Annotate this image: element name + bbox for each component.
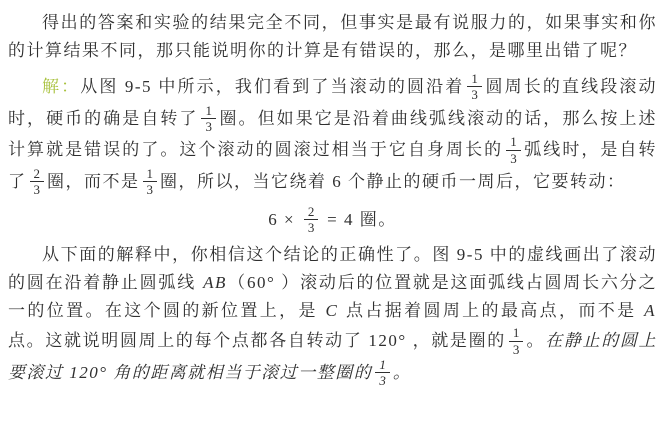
text-run: 点。这就说明圆周上的每个点都各自转动了 120° ，就是圈的 (8, 331, 506, 351)
fraction-numerator: 1 (205, 102, 212, 118)
fraction (467, 71, 482, 103)
fraction (509, 325, 524, 357)
fraction-numerator: 2 (307, 203, 315, 219)
fraction-numerator: 1 (510, 134, 517, 150)
math-variable: A (644, 301, 657, 321)
fraction-numerator: 1 (471, 71, 478, 86)
text-run: 圈，而不是 (47, 172, 140, 192)
fraction-numerator: 2 (33, 165, 40, 181)
solution-paragraph (8, 71, 657, 198)
emphasis-text: 。 (392, 363, 412, 383)
fraction (201, 103, 216, 135)
math-variable: C (325, 301, 339, 321)
explanation-paragraph (8, 241, 657, 388)
fraction (506, 134, 521, 166)
text-run: 6 × (268, 209, 301, 229)
fraction-numerator: 1 (379, 356, 386, 372)
fraction-denominator: 3 (467, 86, 482, 102)
fraction-denominator: 3 (375, 372, 390, 388)
fraction-denominator: 3 (143, 181, 158, 197)
fraction-numerator: 1 (512, 325, 520, 341)
text-run: 圈。但如果它是沿着曲线弧线滚动的话，那么按上述计算就是错误的了。这个滚动的圆滚过相当于它自身周长的 (8, 108, 658, 160)
fraction-denominator: 3 (201, 118, 216, 134)
text-run: = 4 圈。 (321, 209, 397, 229)
text-run: 弧线时，是自转了 (8, 140, 658, 192)
fraction-denominator: 3 (30, 181, 45, 197)
fraction (304, 204, 319, 236)
fraction-denominator: 3 (506, 150, 521, 166)
text-run: 。 (526, 331, 546, 351)
math-variable: AB (203, 273, 227, 293)
fraction (375, 357, 390, 389)
equation-line (8, 204, 657, 236)
intro-paragraph (8, 9, 657, 65)
fraction-numerator: 1 (146, 165, 153, 181)
text-run: （60° ）滚动后的位置就是这面弧线占圆周长六分之一的位置。在这个圆的新位置上，是 (8, 273, 657, 321)
solution-label: 解： (42, 77, 81, 97)
text-run: 点占据着圆周上的最高点，而不是 (339, 301, 644, 321)
fraction (143, 166, 158, 198)
fraction-denominator: 3 (304, 219, 319, 235)
fraction (30, 166, 45, 198)
document-body (8, 9, 657, 389)
emphasis-text: 在静止的圆上要滚过 120° 角的距离就相当于滚过一整圈的 (8, 331, 658, 383)
text-run: 从下面的解释中，你相信这个结论的正确性了。图 9-5 中的虚线画出了滚动的圆在沿着静止圆弧线 (8, 245, 657, 293)
fraction-denominator: 3 (509, 341, 524, 357)
text-run: 得出的答案和实验的结果完全不同，但事实是最有说服力的，如果事实和你的计算结果不同，那只能说明你的计算是有错误的，那么，是哪里出错了呢？ (8, 13, 657, 60)
text-run: 圆周长的直线段滚动时，硬币的确是自转了 (8, 77, 658, 128)
text-run: 圈，所以，当它绕着 6 个静止的硬币一周后，它要转动： (160, 172, 626, 192)
text-run: 从图 9-5 中所示，我们看到了当滚动的圆沿着 (80, 77, 465, 97)
